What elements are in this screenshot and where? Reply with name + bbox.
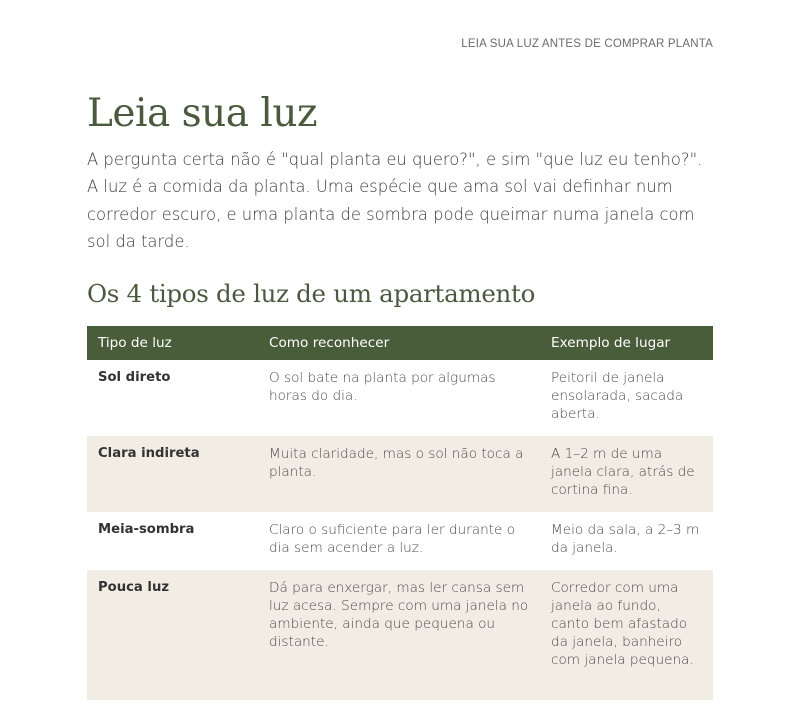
light-type-cell: Meia-sombra xyxy=(98,522,195,538)
page-title: Leia sua luz xyxy=(87,91,318,136)
example-cell: Peitoril de janela ensolarada, sacada aberta. xyxy=(551,370,684,423)
light-types-table xyxy=(87,326,713,700)
page-kicker: LEIA SUA LUZ ANTES DE COMPRAR PLANTA xyxy=(461,38,713,50)
section-title: Os 4 tipos de luz de um apartamento xyxy=(87,279,536,309)
example-cell: Corredor com uma janela ao fundo, canto bem afastado da janela, banheiro com janela pequena. xyxy=(540,570,713,700)
example-cell: A 1–2 m de uma janela clara, atrás de cortina fina. xyxy=(540,436,713,512)
table-row xyxy=(87,570,713,700)
recognize-cell: Claro o suficiente para ler durante o dia sem acender a luz. xyxy=(269,522,516,557)
recognize-cell: Dá para enxergar, mas ler cansa sem luz acesa. Sempre com uma janela no ambiente, ainda que pequena ou distante. xyxy=(258,570,540,700)
table-row xyxy=(87,360,713,436)
light-type-cell: Sol direto xyxy=(98,370,171,386)
intro-paragraph: A pergunta certa não é "qual planta eu quero?", e sim "que luz eu tenho?". A luz é a comida da planta. Uma espécie que ama sol vai definhar num corredor escuro, e uma planta de sombra pode queimar numa janela com sol da tarde. xyxy=(87,150,703,251)
table-row xyxy=(87,436,713,512)
column-header-example: Exemplo de lugar xyxy=(540,326,713,360)
recognize-cell: O sol bate na planta por algumas horas do dia. xyxy=(269,370,496,405)
example-cell: Meio da sala, a 2–3 m da janela. xyxy=(551,522,700,557)
light-type-cell: Clara indireta xyxy=(87,436,258,512)
column-header-recognize: Como reconhecer xyxy=(258,326,540,360)
table-header-row xyxy=(87,326,713,360)
recognize-cell: Muita claridade, mas o sol não toca a planta. xyxy=(258,436,540,512)
table-row xyxy=(87,512,713,570)
main-content xyxy=(87,86,713,700)
light-type-cell: Pouca luz xyxy=(87,570,258,700)
column-header-type: Tipo de luz xyxy=(87,326,258,360)
